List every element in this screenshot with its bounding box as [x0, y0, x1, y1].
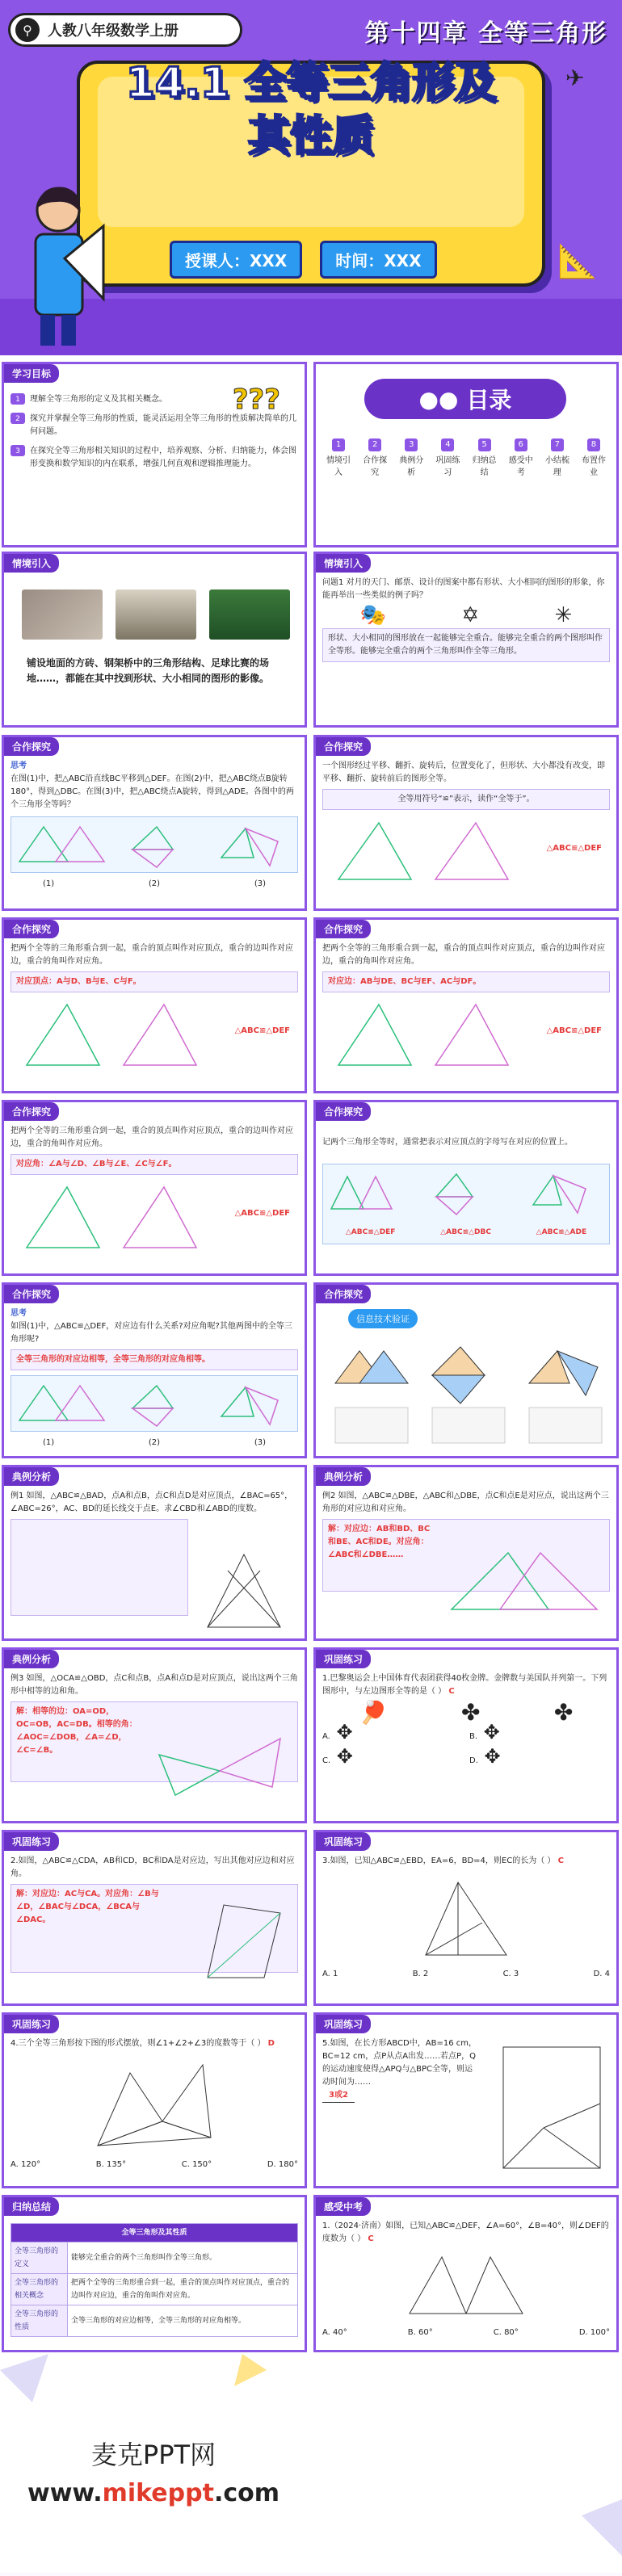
slide-goals: [2, 362, 307, 548]
paddle-icon: 🏓: [359, 1699, 388, 1726]
three-triangles-figure: [82, 2057, 227, 2154]
toc-item[interactable]: 5 归纳总结: [472, 440, 497, 477]
slide-explore-1: 合作探究 思考 在图(1)中，把△ABC沿直线BC平移到△DEF。在图(2)中，把△ABC绕点B旋转180°，得到△DBC。在图(3)中，把△ABC绕点A旋转，得到△ADE。各图中的两个三角形全等吗？ (1) (2) (3): [2, 735, 307, 911]
slide-explore-6: 合作探究 记两个三角形全等时，通常把表示对应顶点的字母写在对应的位置上。 △ABC≌△DEF △ABC≌△DBC △ABC≌△ADE: [313, 1100, 619, 1276]
tile-photo: [22, 589, 103, 640]
bridge-photo: [116, 589, 196, 640]
slide-explore-8: 合作探究 信息技术验证: [313, 1282, 619, 1458]
slide-explore-7: 合作探究 思考 如图(1)中，△ABC≌△DEF，对应边有什么关系?对应角呢?其他两图中的全等三角形呢? 全等三角形的对应边相等，全等三角形的对应角相等。 (1) (2) (3): [2, 1282, 307, 1458]
rectangle-figure: [495, 2039, 608, 2176]
brand-name: 麦克PPT网: [90, 2440, 216, 2470]
slide-example-3: 典例分析 例3 如图，△OCA≌△OBD，点C和点B，点A和点D是对应顶点，说出这两个三角形中相等的边和角。 解：相等的边：OA=OD，OC=OB，AC=DB。相等的角：∠AOC=∠DOB，∠A=∠D，∠C=∠B。: [2, 1647, 307, 1823]
stamp-icon: 🎭: [359, 603, 387, 627]
toc-badge: ●● 目录: [364, 379, 566, 419]
triangle-figure: [151, 1731, 288, 1803]
slide-practice-1: 巩固练习 1.巴黎奥运会上中国体育代表团获得40枚金牌。金牌数与美国队并列第一。下列图形中，与左边图形全等的是（ ） C 🏓 ✤ ✤ A. ✥ B. ✥ C. ✥ D. ✥: [313, 1647, 619, 1823]
slide-exam: 感受中考 1.（2024·济南）如图，已知△ABC≌△DEF，∠A=60°，∠B=40°，则∠DEF的度数为（ ） C A. 40° B. 60° C. 80° D. 100°: [313, 2195, 619, 2352]
toc-item[interactable]: 2 合作探究: [363, 440, 388, 477]
slide-practice-5: 巩固练习 5.如图，在长方形ABCD中，AB=16 cm，BC=12 cm，点P从点A出发……若点P，Q的运动速度使得△APQ与△BPC全等，则运动时间为…… 3或2: [313, 2012, 619, 2188]
pattern-icon: ✤: [460, 1699, 481, 1726]
toc-item[interactable]: 3 典例分析: [399, 440, 424, 477]
slide-toc: [313, 362, 619, 548]
slide-explore-3: 合作探究 把两个全等的三角形重合到一起，重合的顶点叫作对应顶点，重合的边叫作对应边，重合的角叫作对应角。 对应顶点：A与D、B与E、C与F。 △ABC≌△DEF: [2, 917, 307, 1093]
chapter-title: 第十四章 全等三角形: [364, 19, 607, 48]
publisher-label: 人教八年级数学上册: [48, 23, 179, 40]
slide-practice-2: 巩固练习 2.如图，△ABC≌△CDA，AB和CD，BC和DA是对应边，写出其他对应边和对应角。 解：对应边：AC与CA。对应角：∠B与∠D，∠BAC与∠DCA，∠BCA与∠DAC。: [2, 1830, 307, 2006]
toc-item[interactable]: 8 布置作业: [581, 440, 606, 477]
triangle-figure: [418, 1874, 515, 1963]
toc-item[interactable]: 4 巩固练习: [435, 440, 460, 477]
ruler-icon: 📐: [557, 243, 598, 280]
search-icon: ⚲: [15, 18, 40, 42]
slide-explore-5: 合作探究 把两个全等的三角形重合到一起，重合的顶点叫作对应顶点，重合的边叫作对应边，重合的角叫作对应角。 对应角：∠A与∠D、∠B与∠E、∠C与∠F。 △ABC≌△DEF: [2, 1100, 307, 1276]
toc-item[interactable]: 6 感受中考: [508, 440, 533, 477]
triangle-figure: [401, 2249, 531, 2322]
geogebra-figures: [327, 1335, 610, 1448]
pinwheel-icon: ✳: [554, 603, 573, 627]
slide-summary: 归纳总结 全等三角形及其性质 全等三角形的定义 能够完全重合的两个三角形叫作全等三角形。 全等三角形的相关概念 把两个全等的三角形重合到一起，重合的顶点叫作对应顶点，重合的边叫作对应边，重合的角叫作对应角。 全等三角形的性质 全等三角形的对应边相等，全等三角形的对应角相等。: [2, 2195, 307, 2352]
slide-intro-2: 情境引入 问题1 对月的天门、邮票、设计的图案中都有形状、大小相同的图形的形象，你能再举出一些类似的例子吗？ 🎭 ✡ ✳ 形状、大小相同的图形放在一起能够完全重合。能够完全重合的两个图形叫作全等形。能够完全重合的两个三角形叫作全等三角形。: [313, 552, 619, 728]
goal-item: 3 在探究全等三角形相关知识的过程中，培养观察、分析、归纳能力，体会图形变换和数学知识的内在联系，增强几何直观和逻辑推理能力。: [11, 445, 298, 471]
pattern-icon: ✤: [553, 1699, 574, 1726]
tech-badge: 信息技术验证: [348, 1309, 418, 1328]
slide-tag: 学习目标: [4, 364, 59, 383]
figure-box: △ABC≌△DEF △ABC≌△DBC △ABC≌△ADE: [322, 1164, 610, 1244]
quadrilateral-figure: [191, 1897, 288, 1986]
publisher-badge: [8, 13, 242, 47]
slide-example-1: 典例分析 例1 如图，△ABC≌△BAD，点A和点B，点C和点D是对应顶点，∠BAC=65°，∠ABC=26°，AC、BD的延长线交于点E。求∠CBD和∠ABD的度数。: [2, 1465, 307, 1641]
slide-example-2: 典例分析 例2 如图，△ABC≌△DBE，△ABC和△DBE，点C和点E是对应点，说出这两个三角形的对应边和对应角。 解：对应边：AB和BD、BC和BE、AC和DE。对应角：∠ABC和∠DBE……: [313, 1465, 619, 1641]
figure-box: [11, 816, 298, 873]
field-photo: [209, 589, 290, 640]
goal-item: 1 理解全等三角形的定义及其相关概念。: [11, 393, 298, 406]
paper-plane-icon: ✈: [565, 65, 585, 91]
page-title: 14.1 全等三角形及 其性质: [125, 59, 497, 161]
slide-practice-3: 巩固练习 3.如图，已知△ABC≌△EBD，EA=6，BD=4，则EC的长为（ ） C A. 1 B. 2 C. 3 D. 4: [313, 1830, 619, 2006]
solution-box: [11, 1519, 188, 1616]
teacher-row: [170, 241, 437, 279]
teacher-illustration: [8, 178, 105, 347]
question-marks: ???: [232, 384, 280, 416]
slide-explore-2: 合作探究 一个图形经过平移、翻折、旋转后，位置变化了，但形状、大小都没有改变，即平移、翻折、旋转前后的图形全等。 全等用符号“≌”表示，读作“全等于”。 △ABC≌△DEF: [313, 735, 619, 911]
toc-list: [324, 438, 608, 479]
eyes-icon: ●●: [418, 385, 459, 413]
time-label: 时间：XXX: [320, 241, 436, 279]
toc-item[interactable]: 1 情境引入: [326, 440, 351, 477]
cover-slide: [0, 0, 622, 355]
figure-box: [11, 1375, 298, 1432]
triangle-figure: [200, 1546, 288, 1635]
toc-item[interactable]: 7 小结梳理: [544, 440, 569, 477]
slide-practice-4: 巩固练习 4.三个全等三角形按下图的形式摆放，则∠1+∠2+∠3的度数等于（ ） D A. 120° B. 135° C. 150° D. 180°: [2, 2012, 307, 2188]
slide-intro-1: 情境引入 铺设地面的方砖、钢架桥中的三角形结构、足球比赛的场地……，都能在其中找到形状、大小相同的图形的影像。: [2, 552, 307, 728]
teacher-label: 授课人：XXX: [170, 241, 302, 279]
summary-table: 全等三角形及其性质 全等三角形的定义 能够完全重合的两个三角形叫作全等三角形。 全等三角形的相关概念 把两个全等的三角形重合到一起，重合的顶点叫作对应顶点，重合的边叫作对应边，重合的角叫作对应角。 全等三角形的性质 全等三角形的对应边相等，全等三角形的对应角相等。: [11, 2223, 298, 2337]
triangle-figure: [443, 1545, 605, 1617]
brand-url[interactable]: www.mikeppt.com: [27, 2479, 279, 2507]
star-pattern-icon: ✡: [461, 603, 480, 627]
goal-item: 2 探究并掌握全等三角形的性质，能灵活运用全等三角形的性质解决简单的几何问题。: [11, 413, 298, 438]
slide-explore-4: 合作探究 把两个全等的三角形重合到一起，重合的顶点叫作对应顶点，重合的边叫作对应边，重合的角叫作对应角。 对应边：AB与DE、BC与EF、AC与DF。 △ABC≌△DEF: [313, 917, 619, 1093]
